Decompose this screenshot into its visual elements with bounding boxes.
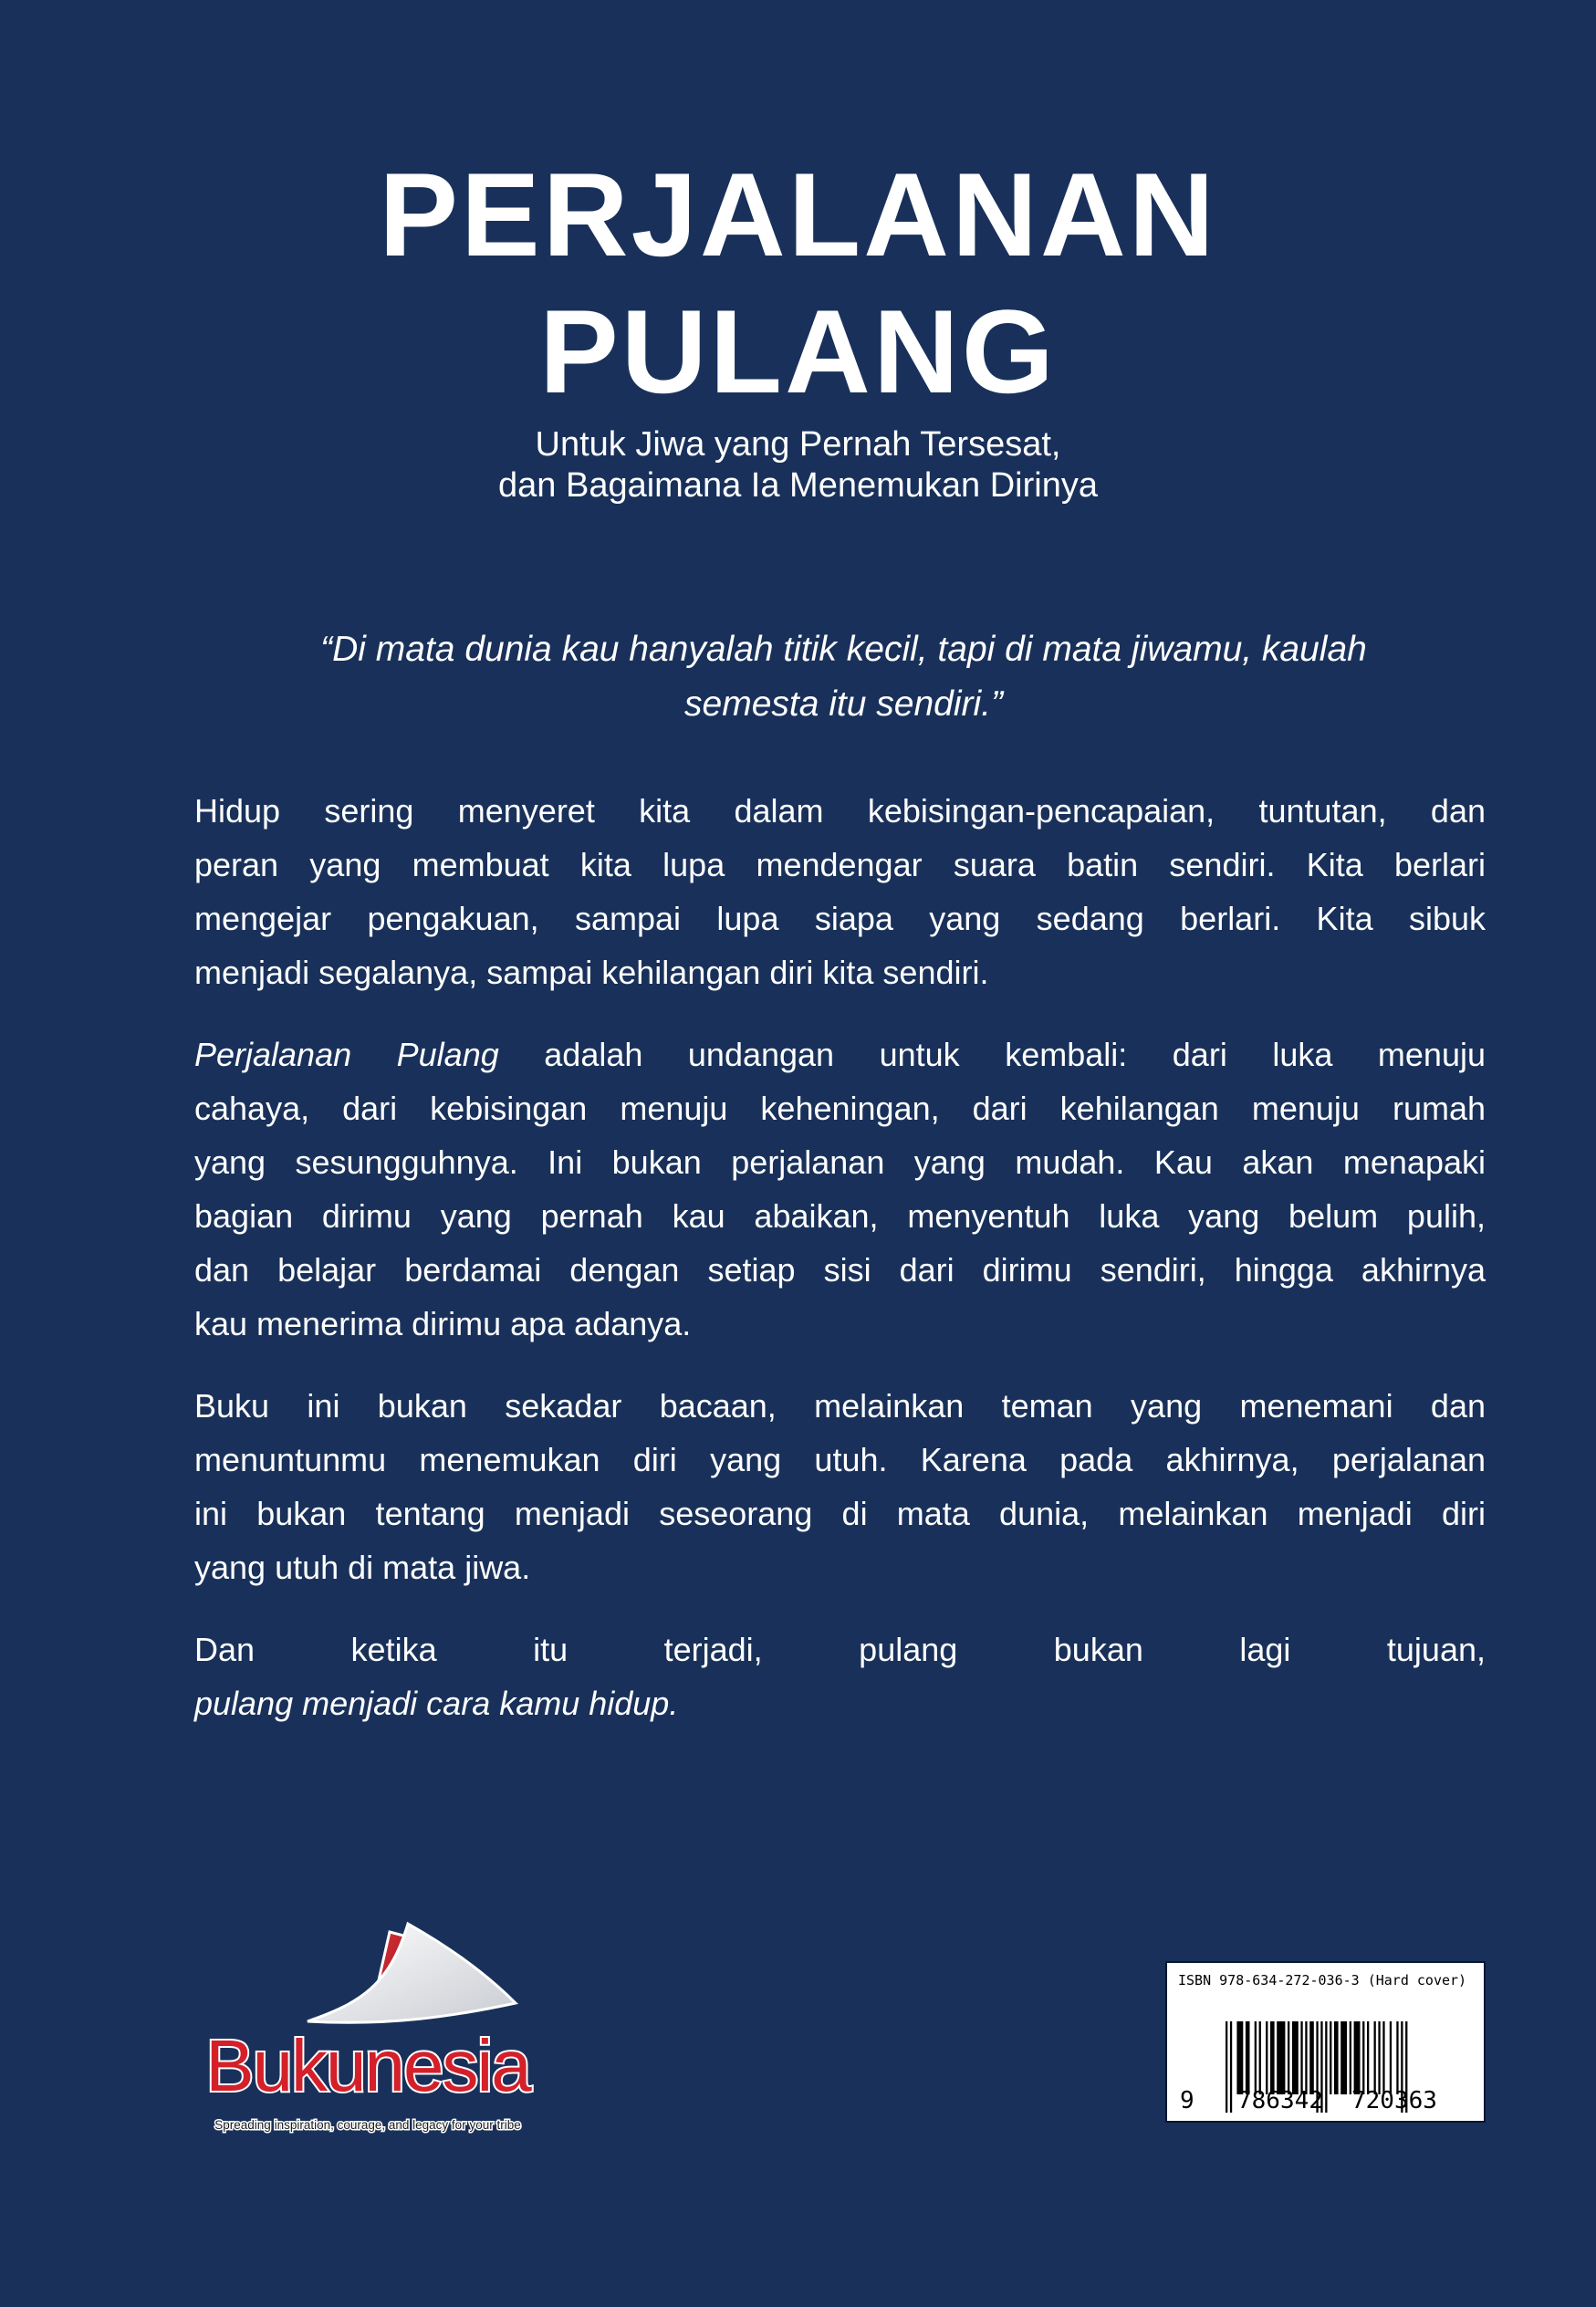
- publisher-name: Bukunesia: [205, 2025, 530, 2106]
- barcode-bars: [1167, 1963, 1487, 2124]
- blurb-text: [194, 784, 1486, 1759]
- text-segment: Dan ketika itu terjadi, pulang bukan lagi tujuan,: [194, 1631, 1486, 1668]
- blurb-paragraph: [194, 1623, 1486, 1730]
- blurb-line: [194, 838, 1486, 892]
- barcode-bar: [1277, 2021, 1285, 2094]
- book-title-line-1: PERJALANAN: [379, 148, 1217, 281]
- barcode-bar: [1334, 2021, 1339, 2094]
- barcode-bar: [1350, 2021, 1351, 2094]
- barcode-bar: [1259, 2021, 1261, 2094]
- italic-text: Perjalanan Pulang: [194, 1036, 499, 1073]
- text-segment: menjadi segalanya, sampai kehilangan diri kita sendiri.: [194, 954, 989, 991]
- blurb-line: [194, 1623, 1486, 1676]
- blurb-paragraph: [194, 1028, 1486, 1351]
- text-segment: bagian dirimu yang pernah kau abaikan, menyentuh luka yang belum pulih,: [194, 1197, 1486, 1235]
- barcode-bar: [1309, 2021, 1314, 2094]
- text-segment: mengejar pengakuan, sampai lupa siapa yang sedang berlari. Kita sibuk: [194, 900, 1486, 937]
- barcode-bar: [1374, 2021, 1376, 2094]
- barcode-bar: [1305, 2021, 1307, 2094]
- barcode-bar: [1292, 2021, 1299, 2094]
- barcode-digits-right: 720363: [1351, 2087, 1437, 2114]
- barcode-bar: [1378, 2021, 1380, 2094]
- blurb-line: [194, 1540, 1486, 1594]
- quote-line: “Di mata dunia kau hanyalah titik kecil, tapi di mata jiwamu, kaulah: [320, 630, 1367, 669]
- barcode-bar: [1236, 2021, 1243, 2094]
- barcode-bar: [1354, 2021, 1361, 2094]
- barcode-bar: [1396, 2021, 1398, 2094]
- blurb-line: [194, 1243, 1486, 1297]
- publisher-logo: [178, 1912, 561, 2135]
- text-segment: dan belajar berdamai dengan setiap sisi dari dirimu sendiri, hingga akhirnya: [194, 1251, 1486, 1289]
- text-segment: peran yang membuat kita lupa mendengar suara batin sendiri. Kita berlari: [194, 846, 1486, 883]
- barcode-digit-first: 9: [1180, 2087, 1194, 2114]
- barcode-bar: [1230, 2021, 1232, 2113]
- barcode-digits-left: 786342: [1237, 2087, 1323, 2114]
- text-segment: Buku ini bukan sekadar bacaan, melainkan teman yang menemani dan: [194, 1387, 1486, 1425]
- blurb-line: [194, 1487, 1486, 1540]
- text-segment: Hidup sering menyeret kita dalam kebisingan-pencapaian, tuntutan, dan: [194, 792, 1486, 830]
- barcode-bar: [1330, 2021, 1331, 2094]
- subtitle-line: Untuk Jiwa yang Pernah Tersesat,: [535, 425, 1061, 464]
- barcode-bar: [1226, 2021, 1227, 2113]
- blurb-line: [194, 1028, 1486, 1081]
- blurb-line: [194, 1189, 1486, 1243]
- blurb-line: [194, 1081, 1486, 1135]
- subtitle-line: dan Bagaimana Ia Menemukan Dirinya: [498, 466, 1098, 505]
- barcode-bar: [1362, 2021, 1364, 2094]
- text-segment: menuntunmu menemukan diri yang utuh. Karena pada akhirnya, perjalanan: [194, 1441, 1486, 1478]
- isbn-barcode: [1165, 1961, 1486, 2123]
- blurb-line: [194, 1135, 1486, 1189]
- barcode-bar: [1367, 2021, 1369, 2094]
- barcode-bar: [1288, 2021, 1289, 2094]
- barcode-bar: [1382, 2021, 1384, 2094]
- quote-line: semesta itu sendiri.”: [684, 684, 1003, 724]
- book-subtitle: [0, 424, 1596, 506]
- text-segment: yang utuh di mata jiwa.: [194, 1549, 531, 1586]
- blurb-line: [194, 945, 1486, 999]
- text-segment: yang sesungguhnya. Ini bukan perjalanan yang mudah. Kau akan menapaki: [194, 1143, 1486, 1181]
- publisher-tagline: Spreading inspiration, courage, and legacy for your tribe: [214, 2118, 521, 2132]
- barcode-bar: [1255, 2021, 1257, 2094]
- isbn-text: ISBN 978-634-272-036-3 (Hard cover): [1178, 1972, 1467, 1989]
- blurb-line: [194, 892, 1486, 945]
- book-title-line-2: PULANG: [539, 285, 1057, 418]
- barcode-bar: [1325, 2021, 1327, 2113]
- blurb-line: [194, 1379, 1486, 1433]
- blurb-paragraph: [194, 784, 1486, 999]
- blurb-line: [194, 1297, 1486, 1351]
- barcode-bar: [1340, 2021, 1347, 2094]
- page-curl-icon: [178, 1912, 561, 2135]
- barcode-bar: [1266, 2021, 1267, 2094]
- epigraph-quote: [228, 622, 1459, 732]
- text-segment: adalah undangan untuk kembali: dari luka menuju: [498, 1036, 1486, 1073]
- barcode-bar: [1390, 2021, 1392, 2094]
- text-segment: cahaya, dari kebisingan menuju keheningan, dari kehilangan menuju rumah: [194, 1090, 1486, 1127]
- blurb-line: [194, 1433, 1486, 1487]
- blurb-paragraph: [194, 1379, 1486, 1594]
- text-segment: ini bukan tentang menjadi seseorang di mata dunia, melainkan menjadi diri: [194, 1495, 1486, 1532]
- blurb-line: [194, 1676, 1486, 1730]
- barcode-bar: [1300, 2021, 1302, 2094]
- text-segment: kau menerima dirimu apa adanya.: [194, 1305, 692, 1342]
- italic-text: pulang menjadi cara kamu hidup.: [194, 1685, 679, 1722]
- blurb-line: [194, 784, 1486, 838]
- barcode-bar: [1246, 2021, 1250, 2094]
- barcode-bar: [1270, 2021, 1275, 2094]
